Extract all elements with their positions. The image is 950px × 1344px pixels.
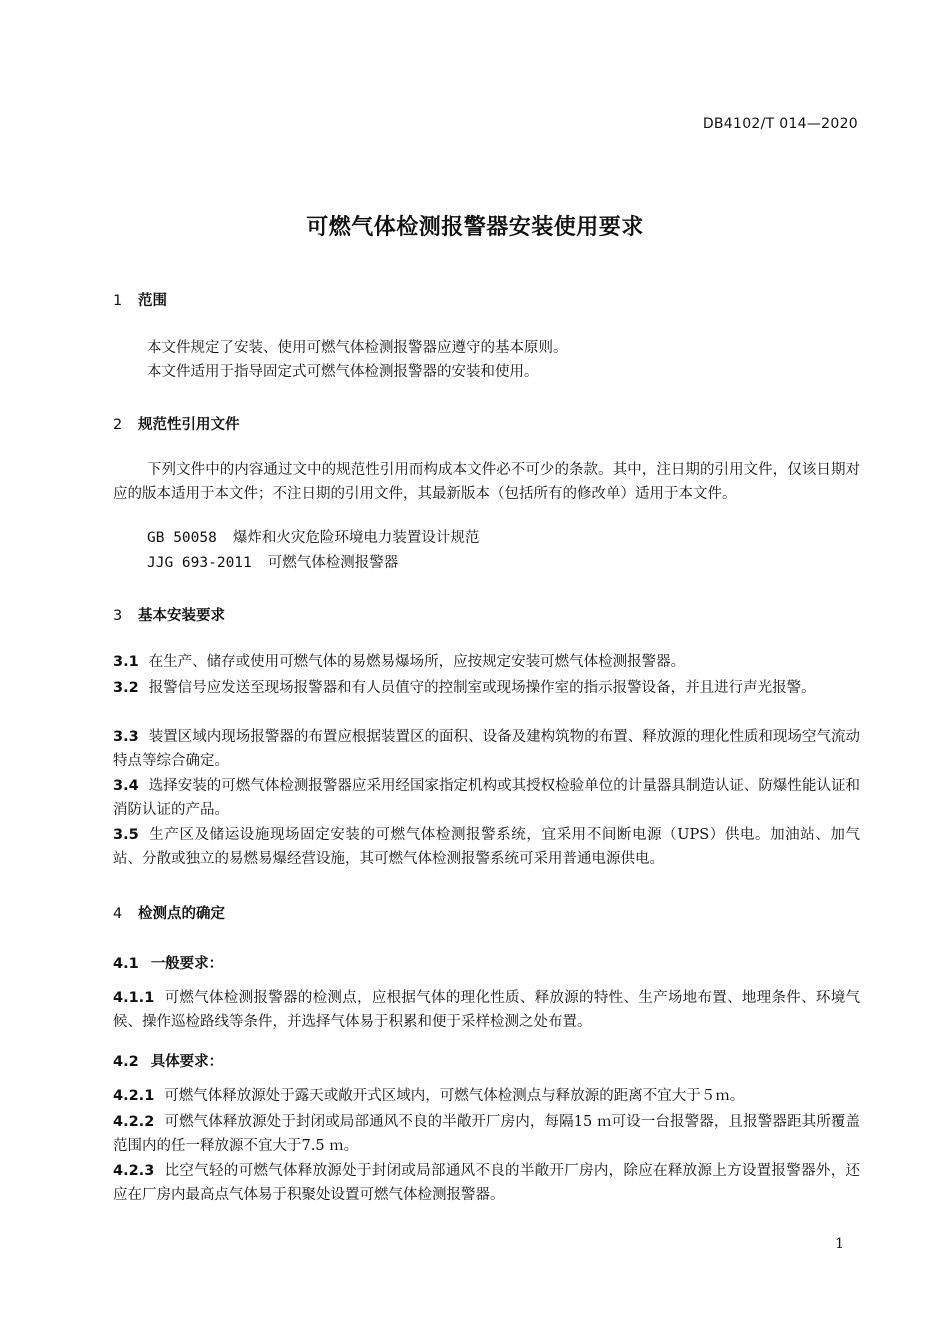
- reference-title: 可燃气体检测报警器: [267, 555, 399, 571]
- reference-code: GB 50058: [147, 530, 217, 546]
- reference-item: [147, 526, 479, 550]
- clause-text: 在生产、储存或使用可燃气体的易燃易爆场所，应按规定安装可燃气体检测报警器。: [148, 654, 686, 670]
- clause-number: 3.1: [113, 654, 139, 670]
- section-title: 检测点的确定: [138, 906, 225, 922]
- document-title: 可燃气体检测报警器安装使用要求: [306, 215, 644, 240]
- reference-title: 爆炸和火灾危险环境电力装置设计规范: [232, 530, 480, 546]
- clause: [113, 725, 860, 773]
- clause-number: 3.5: [113, 827, 139, 843]
- clause-text: 生产区及储运设施现场固定安装的可燃气体检测报警系统，宜采用不间断电源（UPS）供电。加油站、加气站、分散或独立的易燃易爆经营设施，其可燃气体检测报警系统可采用普通电源供电。: [113, 827, 860, 867]
- section-3-heading: [113, 604, 225, 625]
- section-title: 基本安装要求: [138, 608, 225, 624]
- clause-number: 3.2: [113, 680, 139, 696]
- reference-code: JJG 693-2011: [147, 555, 252, 571]
- clause: [113, 650, 860, 674]
- subsection-title: 一般要求：: [150, 956, 224, 972]
- reference-item: [147, 551, 398, 575]
- clause: [113, 1159, 860, 1207]
- clause: [113, 823, 860, 871]
- clause: [113, 676, 860, 700]
- document-code: DB4102/T 014—2020: [702, 116, 858, 132]
- section-4-heading: [113, 902, 225, 923]
- clause: [113, 774, 860, 822]
- clause-text: 比空气轻的可燃气体释放源处于封闭或局部通风不良的半敞开厂房内，除应在释放源上方设置报警器外，还应在厂房内最高点气体易于积聚处设置可燃气体检测报警器。: [113, 1163, 860, 1203]
- clause-text: 选择安装的可燃气体检测报警器应采用经国家指定机构或其授权检验单位的计量器具制造认证、防爆性能认证和消防认证的产品。: [113, 778, 860, 818]
- clause-number: 3.4: [113, 778, 139, 794]
- clause: [113, 986, 860, 1034]
- clause-number: 4.2.2: [113, 1114, 155, 1130]
- clause-text: 装置区域内现场报警器的布置应根据装置区的面积、设备及建构筑物的布置、释放源的理化性质和现场空气流动特点等综合确定。: [113, 729, 860, 769]
- page-number: 1: [835, 1236, 844, 1252]
- clause-number: 3.3: [113, 729, 139, 745]
- subsection-4-2-heading: [113, 1050, 223, 1071]
- clause-text: 报警信号应发送至现场报警器和有人员值守的控制室或现场操作室的指示报警设备，并且进行声光报警。: [148, 680, 816, 696]
- subsection-4-1-heading: [113, 952, 223, 973]
- subsection-title: 具体要求：: [150, 1054, 224, 1070]
- clause: [113, 1084, 860, 1108]
- subsection-number: 4.1: [113, 956, 139, 972]
- clause-text: 可燃气体检测报警器的检测点，应根据气体的理化性质、释放源的特性、生产场地布置、地理条件、环境气候、操作巡检路线等条件，并选择气体易于积累和便于采样检测之处布置。: [113, 990, 860, 1030]
- clause: [113, 1110, 860, 1158]
- clause-number: 4.2.1: [113, 1088, 155, 1104]
- clause-text: 可燃气体释放源处于封闭或局部通风不良的半敞开厂房内，每隔15 ｍ可设一台报警器，且报警器距其所覆盖范围内的任一释放源不宜大于7.5 ｍ。: [113, 1114, 860, 1154]
- section-number: 4: [113, 906, 123, 922]
- clause-number: 4.2.3: [113, 1163, 155, 1179]
- section-title: 范围: [138, 293, 167, 309]
- clause-number: 4.1.1: [113, 990, 155, 1006]
- section-number: 1: [113, 293, 123, 309]
- section-number: 3: [113, 608, 123, 624]
- paragraph: 下列文件中的内容通过文中的规范性引用而构成本文件必不可少的条款。其中，注日期的引用文件，仅该日期对应的版本适用于本文件；不注日期的引用文件，其最新版本（包括所有的修改单）适用于本文件。: [113, 462, 860, 502]
- section-2-heading: [113, 413, 240, 434]
- paragraph: 本文件规定了安装、使用可燃气体检测报警器应遵守的基本原则。: [147, 340, 568, 356]
- paragraph: 本文件适用于指导固定式可燃气体检测报警器的安装和使用。: [147, 364, 539, 380]
- subsection-number: 4.2: [113, 1054, 139, 1070]
- clause-text: 可燃气体释放源处于露天或敞开式区域内，可燃气体检测点与释放源的距离不宜大于５ｍ。: [164, 1088, 745, 1104]
- section-number: 2: [113, 417, 123, 433]
- section-title: 规范性引用文件: [138, 417, 240, 433]
- section-1-heading: [113, 289, 167, 310]
